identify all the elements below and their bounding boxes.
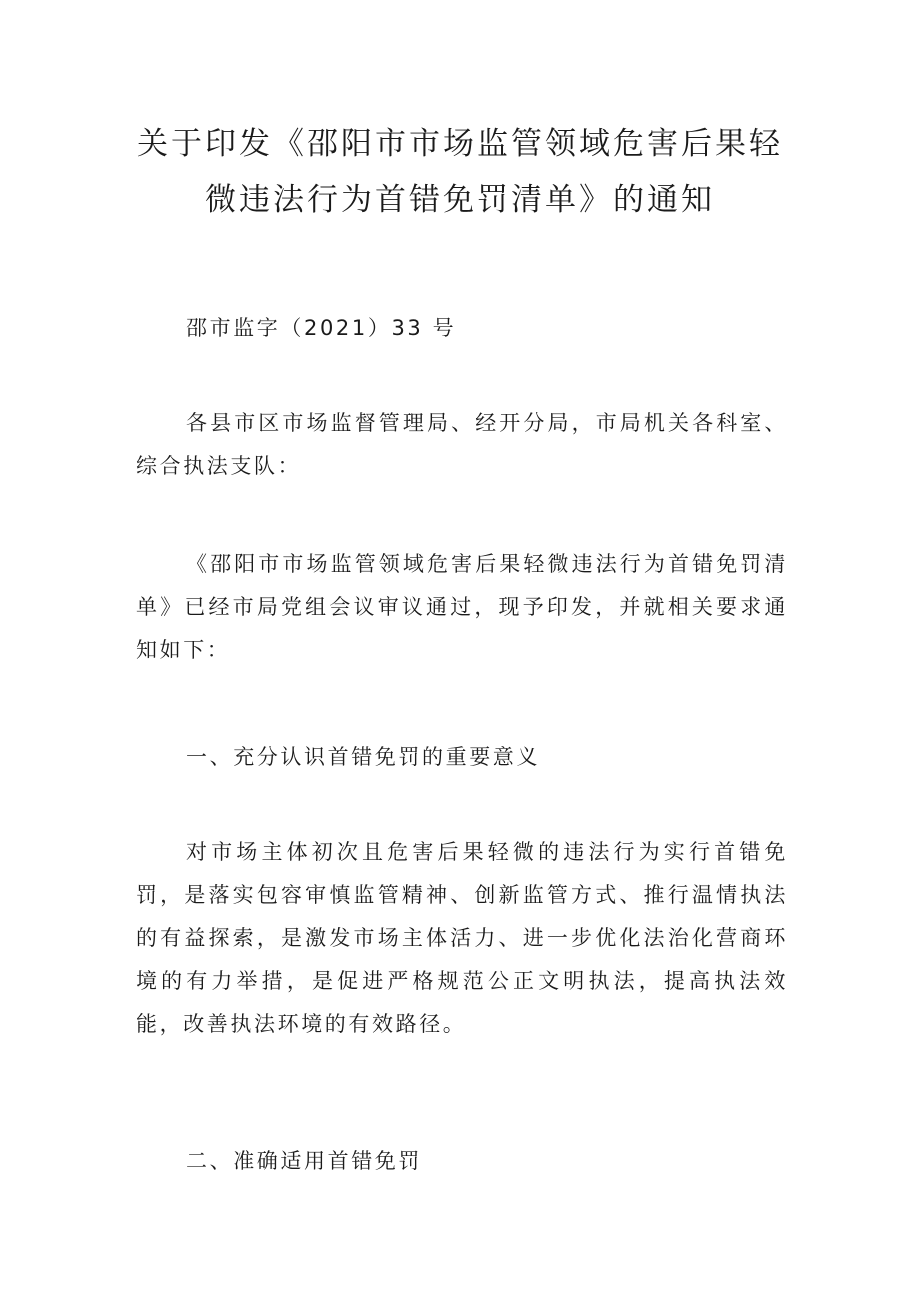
- section-1-heading: 一、充分认识首错免罚的重要意义: [186, 745, 540, 769]
- document-number: 邵市监字（2021）33 号: [186, 316, 457, 340]
- document-title-line-2: 微违法行为首错免罚清单》的通知: [205, 182, 715, 218]
- document-title-line-1: 关于印发《邵阳市市场监管领域危害后果轻: [137, 126, 783, 162]
- section-1-body: 对市场主体初次且危害后果轻微的违法行为实行首错免罚，是落实包容审慎监管精神、创新监管方式、推行温情执法的有益探索，是激发市场主体活力、进一步优化法治化营商环境的有力举措，是促进严格规范公正文明执法，提高执法效能，改善执法环境的有效路径。: [136, 840, 788, 1036]
- section-2-heading: 二、准确适用首错免罚: [186, 1149, 422, 1173]
- intro-paragraph: 《邵阳市市场监管领域危害后果轻微违法行为首错免罚清单》已经市局党组会议审议通过，现予印发，并就相关要求通知如下：: [136, 552, 788, 662]
- addressee-paragraph: 各县市区市场监督管理局、经开分局，市局机关各科室、综合执法支队：: [136, 411, 788, 478]
